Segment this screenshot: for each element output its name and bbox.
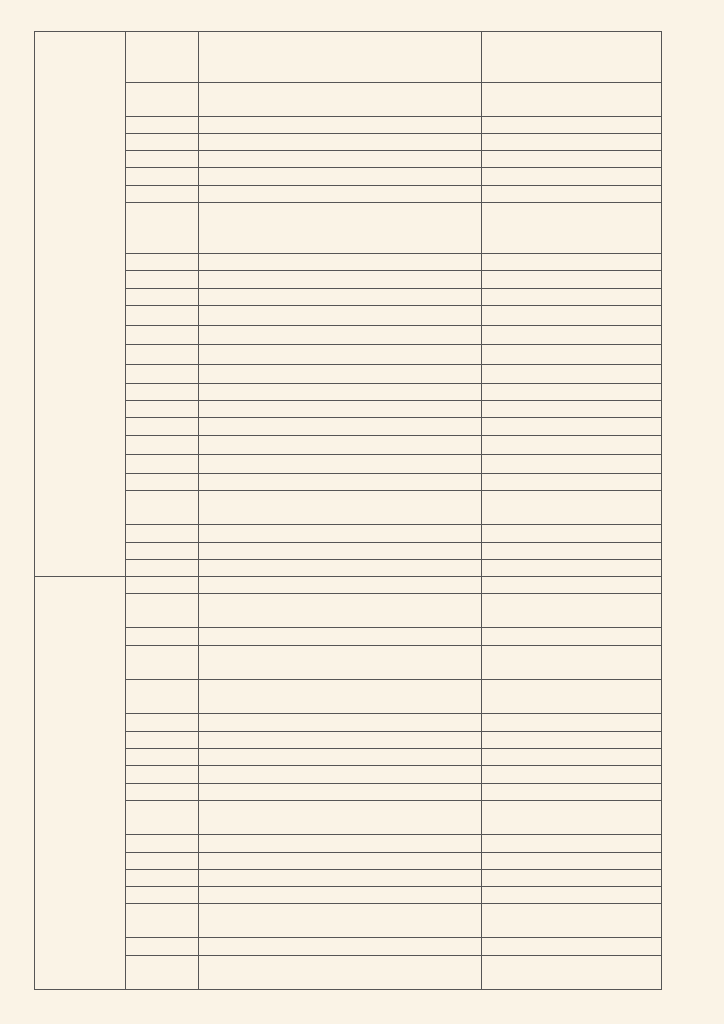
calendar-row: [35, 326, 662, 345]
events-cell: [199, 134, 482, 151]
events-cell: [199, 474, 482, 491]
notes-cell: [482, 714, 662, 732]
events-cell: [199, 714, 482, 732]
day-label: [126, 418, 199, 436]
notes-cell: [482, 801, 662, 835]
notes-cell: [482, 543, 662, 560]
day-label: [126, 83, 199, 117]
events-cell: [199, 543, 482, 560]
notes-cell: [482, 254, 662, 271]
notes-cell: [482, 436, 662, 455]
notes-cell: [482, 117, 662, 134]
calendar-row: [35, 853, 662, 870]
events-cell: [199, 168, 482, 186]
calendar-row: [35, 474, 662, 491]
calendar-row: [35, 384, 662, 401]
notes-cell: [482, 835, 662, 853]
calendar-row: [35, 83, 662, 117]
notes-cell: [482, 749, 662, 766]
calendar-row: [35, 646, 662, 680]
calendar-row: [35, 887, 662, 904]
events-cell: [199, 887, 482, 904]
calendar-row: [35, 594, 662, 628]
events-cell: [199, 455, 482, 474]
day-label: [126, 714, 199, 732]
events-cell: [199, 345, 482, 365]
day-label: [126, 594, 199, 628]
events-cell: [199, 956, 482, 990]
notes-cell: [482, 732, 662, 749]
events-cell: [199, 904, 482, 938]
day-label: [126, 938, 199, 956]
calendar-row: [35, 784, 662, 801]
calendar-row: [35, 870, 662, 887]
calendar-row: [35, 345, 662, 365]
notes-cell: [482, 326, 662, 345]
notes-cell: [482, 525, 662, 543]
day-label: [126, 384, 199, 401]
calendar-row: [35, 525, 662, 543]
day-label: [126, 186, 199, 203]
events-cell: [199, 646, 482, 680]
notes-cell: [482, 766, 662, 784]
day-label: [126, 628, 199, 646]
events-cell: [199, 784, 482, 801]
calendar-row: [35, 306, 662, 326]
events-cell: [199, 186, 482, 203]
day-label: [126, 784, 199, 801]
notes-cell: [482, 577, 662, 594]
notes-cell: [482, 418, 662, 436]
notes-cell: [482, 491, 662, 525]
calendar-row: [35, 543, 662, 560]
notes-cell: [482, 168, 662, 186]
events-cell: [199, 491, 482, 525]
notes-cell: [482, 904, 662, 938]
notes-cell: [482, 151, 662, 168]
day-label: [126, 151, 199, 168]
notes-cell: [482, 956, 662, 990]
day-label: [126, 887, 199, 904]
day-label: [126, 766, 199, 784]
day-label: [126, 455, 199, 474]
calendar-row: [35, 455, 662, 474]
day-label: [126, 749, 199, 766]
day-label: [126, 32, 199, 83]
events-cell: [199, 938, 482, 956]
events-cell: [199, 418, 482, 436]
calendar-row: [35, 168, 662, 186]
events-cell: [199, 835, 482, 853]
notes-cell: [482, 384, 662, 401]
calendar-row: [35, 117, 662, 134]
notes-cell: [482, 646, 662, 680]
calendar-row: [35, 956, 662, 990]
calendar-row: [35, 801, 662, 835]
calendar-row: [35, 938, 662, 956]
events-cell: [199, 628, 482, 646]
day-label: [126, 117, 199, 134]
day-label: [126, 801, 199, 835]
events-cell: [199, 749, 482, 766]
calendar-row: [35, 714, 662, 732]
events-cell: [199, 577, 482, 594]
day-label: [126, 870, 199, 887]
notes-cell: [482, 853, 662, 870]
calendar-row: [35, 680, 662, 714]
events-cell: [199, 525, 482, 543]
notes-cell: [482, 134, 662, 151]
events-cell: [199, 560, 482, 577]
calendar-row: [35, 254, 662, 271]
day-label: [126, 646, 199, 680]
calendar-row: [35, 401, 662, 418]
day-label: [126, 289, 199, 306]
day-label: [126, 680, 199, 714]
notes-cell: [482, 365, 662, 384]
notes-cell: [482, 560, 662, 577]
calendar-row: [35, 203, 662, 254]
notes-cell: [482, 887, 662, 904]
events-cell: [199, 436, 482, 455]
notes-cell: [482, 306, 662, 326]
events-cell: [199, 732, 482, 749]
day-label: [126, 491, 199, 525]
events-cell: [199, 83, 482, 117]
calendar-row: [35, 732, 662, 749]
calendar-row: [35, 151, 662, 168]
events-cell: [199, 401, 482, 418]
calendar-row: [35, 835, 662, 853]
notes-cell: [482, 938, 662, 956]
notes-cell: [482, 784, 662, 801]
calendar-row: [35, 628, 662, 646]
notes-cell: [482, 455, 662, 474]
calendar-row: [35, 32, 662, 83]
calendar-row: [35, 491, 662, 525]
events-cell: [199, 326, 482, 345]
calendar-row: [35, 577, 662, 594]
events-cell: [199, 801, 482, 835]
day-label: [126, 365, 199, 384]
notes-cell: [482, 594, 662, 628]
calendar-row: [35, 134, 662, 151]
month-label-cell: [35, 577, 126, 990]
calendar-row: [35, 904, 662, 938]
notes-cell: [482, 345, 662, 365]
day-label: [126, 134, 199, 151]
events-cell: [199, 766, 482, 784]
day-label: [126, 543, 199, 560]
calendar-row: [35, 560, 662, 577]
day-label: [126, 577, 199, 594]
day-label: [126, 345, 199, 365]
events-cell: [199, 306, 482, 326]
day-label: [126, 904, 199, 938]
events-cell: [199, 203, 482, 254]
notes-cell: [482, 83, 662, 117]
events-cell: [199, 151, 482, 168]
day-label: [126, 853, 199, 870]
calendar-row: [35, 418, 662, 436]
day-label: [126, 271, 199, 289]
events-cell: [199, 384, 482, 401]
day-label: [126, 474, 199, 491]
notes-cell: [482, 628, 662, 646]
day-label: [126, 835, 199, 853]
events-cell: [199, 365, 482, 384]
day-label: [126, 203, 199, 254]
day-label: [126, 168, 199, 186]
calendar-row: [35, 365, 662, 384]
notes-cell: [482, 474, 662, 491]
day-label: [126, 732, 199, 749]
calendar-row: [35, 289, 662, 306]
events-cell: [199, 289, 482, 306]
day-label: [126, 436, 199, 455]
day-label: [126, 254, 199, 271]
notes-cell: [482, 870, 662, 887]
day-label: [126, 306, 199, 326]
day-label: [126, 560, 199, 577]
month-label-cell: [35, 32, 126, 577]
calendar-row: [35, 749, 662, 766]
day-label: [126, 326, 199, 345]
events-cell: [199, 870, 482, 887]
events-cell: [199, 680, 482, 714]
calendar-row: [35, 436, 662, 455]
events-cell: [199, 594, 482, 628]
notes-cell: [482, 271, 662, 289]
events-cell: [199, 853, 482, 870]
calendar-row: [35, 766, 662, 784]
notes-cell: [482, 680, 662, 714]
church-calendar-table: [34, 31, 662, 990]
day-label: [126, 401, 199, 418]
notes-cell: [482, 289, 662, 306]
day-label: [126, 525, 199, 543]
calendar-body: [35, 32, 662, 990]
notes-cell: [482, 186, 662, 203]
calendar-row: [35, 186, 662, 203]
events-cell: [199, 271, 482, 289]
events-cell: [199, 117, 482, 134]
calendar-row: [35, 271, 662, 289]
notes-cell: [482, 401, 662, 418]
events-cell: [199, 32, 482, 83]
notes-cell: [482, 32, 662, 83]
notes-cell: [482, 203, 662, 254]
day-label: [126, 956, 199, 990]
events-cell: [199, 254, 482, 271]
